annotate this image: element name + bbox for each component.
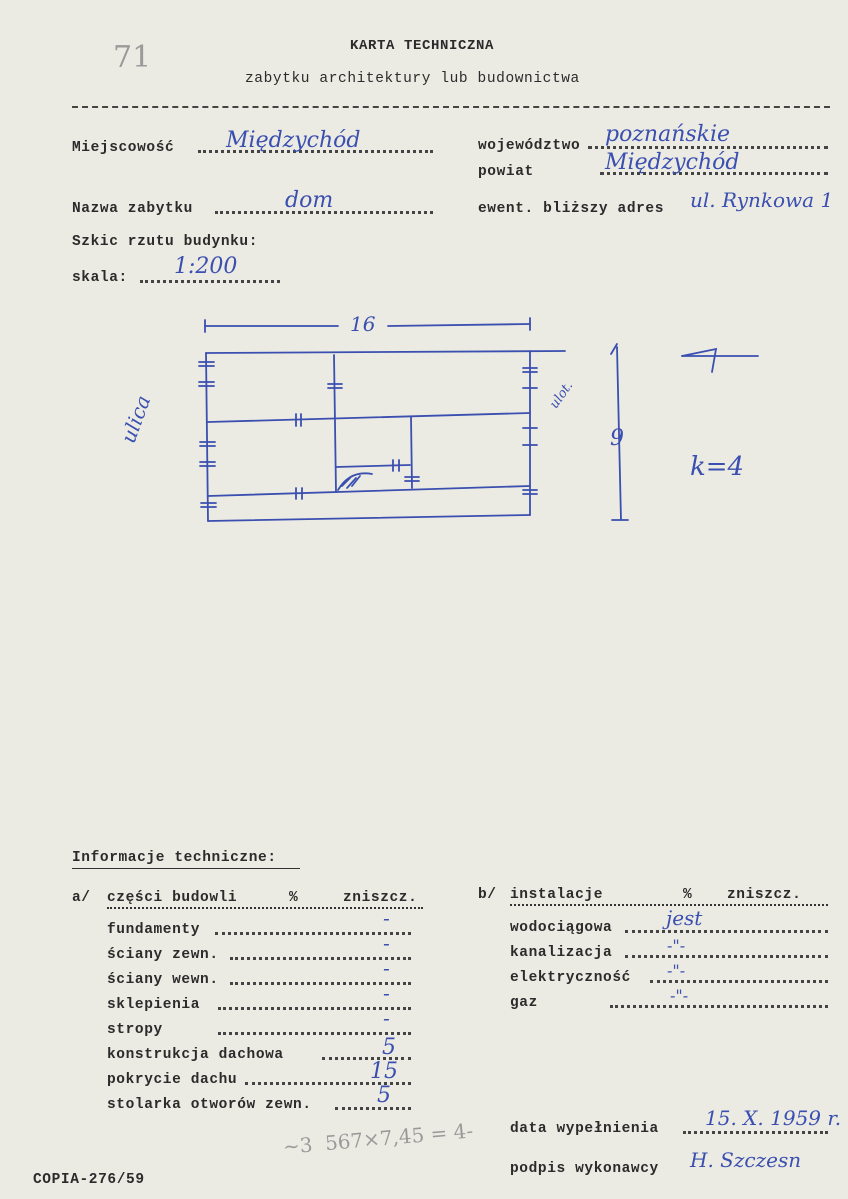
a-item-label: sklepienia: [107, 997, 201, 1013]
info-heading-underline: [72, 868, 300, 869]
section-a-underline: [107, 907, 423, 909]
document-subtitle: zabytku architektury lub budownictwa: [245, 71, 580, 87]
szkic-label: Szkic rzutu budynku:: [72, 234, 259, 250]
a-item-value: -: [383, 906, 390, 930]
wojewodztwo-value: poznańskie: [605, 122, 731, 147]
a-item-label: stropy: [107, 1022, 163, 1038]
b-item-label: kanalizacja: [510, 945, 613, 961]
document-title: KARTA TECHNICZNA: [350, 38, 495, 54]
powiat-label: powiat: [478, 164, 534, 180]
a-item-label: pokrycie dachu: [107, 1072, 238, 1088]
b-item-dots: [625, 955, 828, 958]
signature: H. Szczesn: [690, 1148, 802, 1172]
sketch-street-label: ulica: [116, 392, 156, 447]
b-item-label: wodociągowa: [510, 920, 613, 936]
b-item-value: -"-: [667, 961, 686, 980]
section-b-percent: %: [683, 887, 693, 903]
a-item-value: 5: [382, 1035, 396, 1060]
a-item-label: konstrukcja dachowa: [107, 1047, 284, 1063]
a-item-dots: [335, 1107, 411, 1110]
b-item-label: elektryczność: [510, 970, 631, 986]
section-a-header: części budowli: [107, 890, 238, 906]
sketch-height-label: 9: [610, 426, 624, 451]
a-item-value: 5: [377, 1083, 391, 1108]
a-item-value: 15: [370, 1059, 398, 1084]
sketch-width-label: 16: [350, 312, 376, 336]
section-b-header: instalacje: [510, 887, 604, 903]
section-b-zniszcz: zniszcz.: [727, 887, 802, 903]
b-item-dots: [625, 930, 828, 933]
a-item-label: ściany wewn.: [107, 972, 219, 988]
skala-label: skala:: [72, 270, 128, 286]
miejscowosc-value: Międzychód: [226, 128, 361, 153]
wojewodztwo-label: województwo: [478, 138, 581, 154]
b-item-label: gaz: [510, 995, 538, 1011]
powiat-value: Międzychód: [605, 150, 740, 175]
a-item-value: -: [383, 956, 390, 980]
b-item-dots: [650, 980, 828, 983]
sketch-floors-label: k=4: [690, 452, 745, 482]
adres-label: ewent. bliższy adres: [478, 201, 665, 217]
podpis-label: podpis wykonawcy: [510, 1161, 659, 1177]
sketch-side-label: ulot.: [547, 378, 577, 412]
b-item-value: jest: [666, 906, 703, 930]
adres-value: ul. Rynkowa 1: [690, 188, 834, 212]
a-item-value: -: [383, 931, 390, 955]
section-b-prefix: b/: [478, 887, 497, 903]
a-item-value: -: [383, 1006, 390, 1030]
a-item-dots: [215, 932, 411, 935]
nazwa-label: Nazwa zabytku: [72, 201, 193, 217]
data-value: 15. X. 1959 r.: [705, 1106, 842, 1130]
a-item-label: stolarka otworów zewn.: [107, 1097, 312, 1113]
b-item-value: -"-: [667, 936, 686, 955]
pencil-page-number: 71: [113, 40, 152, 75]
info-heading: Informacje techniczne:: [72, 850, 277, 866]
b-item-dots: [610, 1005, 828, 1008]
b-item-value: -"-: [670, 986, 689, 1005]
section-a-percent: %: [289, 890, 299, 906]
section-a-zniszcz: zniszcz.: [343, 890, 418, 906]
data-label: data wypełnienia: [510, 1121, 659, 1137]
a-item-value: -: [383, 981, 390, 1005]
pencil-calculation: ~3 567×7,45 = 4-: [282, 1118, 474, 1159]
data-dots: [683, 1131, 828, 1134]
nazwa-value: dom: [285, 188, 334, 213]
miejscowosc-label: Miejscowość: [72, 140, 175, 156]
section-a-prefix: a/: [72, 890, 91, 906]
copy-reference: COPIA-276/59: [33, 1172, 145, 1188]
a-item-label: fundamenty: [107, 922, 201, 938]
a-item-label: ściany zewn.: [107, 947, 219, 963]
skala-value: 1:200: [174, 254, 238, 279]
